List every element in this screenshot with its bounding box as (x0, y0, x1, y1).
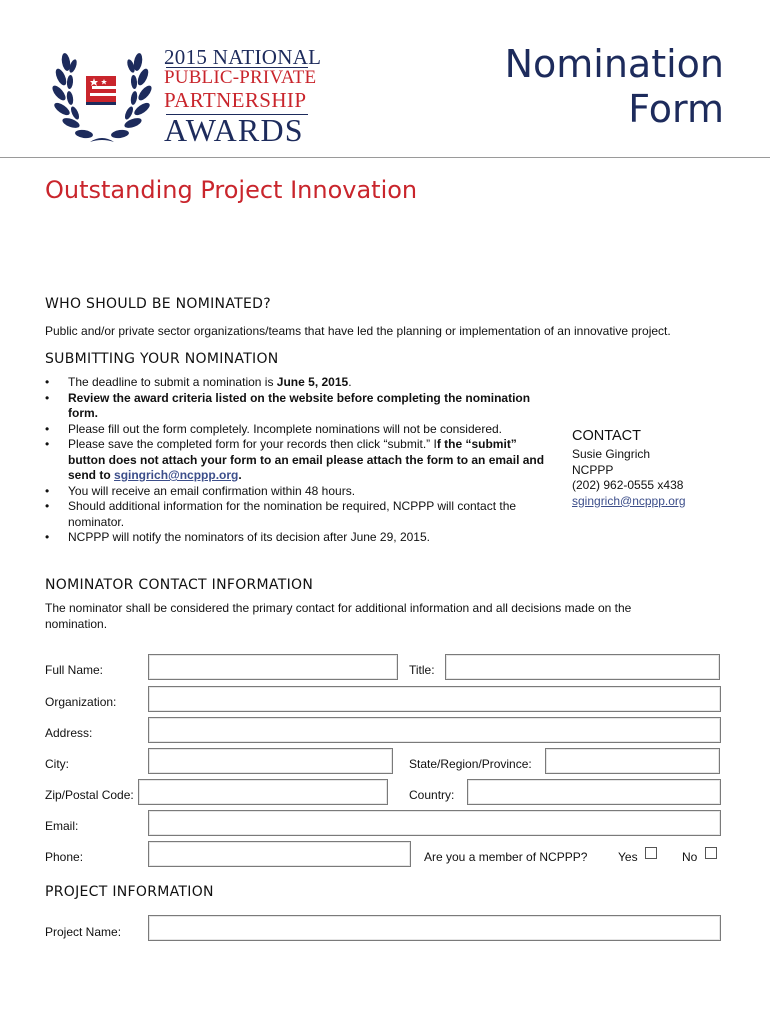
header-divider (0, 157, 770, 158)
city-label: City: (45, 757, 69, 771)
list-item: • The deadline to submit a nomination is June 5, 2015. (45, 375, 555, 391)
contact-heading: CONTACT (572, 428, 642, 444)
address-field[interactable] (148, 717, 721, 743)
phone-field[interactable] (148, 841, 411, 867)
nominator-heading: NOMINATOR CONTACT INFORMATION (45, 577, 314, 593)
member-question-label: Are you a member of NCPPP? (424, 850, 588, 864)
laurel-wreath-icon (46, 42, 158, 154)
member-yes-checkbox[interactable] (645, 847, 657, 859)
member-yes-label: Yes (618, 850, 638, 864)
contact-name: Susie Gingrich (572, 447, 651, 461)
member-no-checkbox[interactable] (705, 847, 717, 859)
page-title (464, 42, 724, 132)
organization-label: Organization: (45, 695, 117, 709)
contact-email-link[interactable]: sgingrich@ncppp.org (572, 493, 686, 508)
project-name-field[interactable] (148, 915, 721, 941)
full-name-field[interactable] (148, 654, 398, 680)
zip-label: Zip/Postal Code: (45, 788, 134, 802)
full-name-label: Full Name: (45, 663, 104, 677)
submitting-heading: SUBMITTING YOUR NOMINATION (45, 351, 279, 367)
list-item: • Should additional information for the nomination be required, NCPPP will contact the nominator. (45, 499, 555, 530)
nominator-description: The nominator shall be considered the primary contact for additional information and all decisions made on the nomination. (45, 601, 632, 631)
title-field[interactable] (445, 654, 720, 680)
logo-awards-text: AWARDS (164, 112, 304, 148)
address-label: Address: (45, 726, 93, 740)
zip-field[interactable] (138, 779, 388, 805)
email-label: Email: (45, 819, 79, 833)
project-name-label: Project Name: (45, 925, 122, 939)
list-item: • Please fill out the form completely. Incomplete nominations will not be considered. (45, 422, 555, 438)
page-title-line2: Form (628, 87, 724, 131)
list-item: • You will receive an email confirmation within 48 hours. (45, 484, 555, 500)
title-label: Title: (409, 663, 435, 677)
contact-block (572, 428, 742, 509)
submit-email-link[interactable]: sgingrich@ncppp.org (114, 468, 239, 482)
contact-phone: (202) 962-0555 x438 (572, 478, 684, 492)
list-item: • Review the award criteria listed on the website before completing the nomination form. (45, 391, 555, 422)
member-no-label: No (682, 850, 698, 864)
submission-instructions-list (45, 375, 555, 546)
logo-year-text: 2015 NATIONAL (164, 45, 322, 69)
project-heading: PROJECT INFORMATION (45, 884, 214, 900)
page-title-line1: Nomination (504, 42, 724, 86)
country-field[interactable] (467, 779, 721, 805)
state-label: State/Region/Province: (409, 757, 532, 771)
who-description: Public and/or private sector organizations/teams that have led the planning or implementation of an innovative project. (45, 324, 671, 338)
city-field[interactable] (148, 748, 393, 774)
award-category-title: Outstanding Project Innovation (45, 176, 418, 204)
email-field[interactable] (148, 810, 721, 836)
logo-public-private-text: PUBLIC-PRIVATE (164, 67, 317, 88)
who-heading: WHO SHOULD BE NOMINATED? (45, 296, 271, 312)
list-item: • NCPPP will notify the nominators of its decision after June 29, 2015. (45, 530, 555, 546)
phone-label: Phone: (45, 850, 84, 864)
logo-partnership-text: PARTNERSHIP (164, 88, 307, 112)
awards-logo (46, 42, 322, 154)
state-field[interactable] (545, 748, 720, 774)
organization-field[interactable] (148, 686, 721, 712)
contact-organization: NCPPP (572, 462, 614, 477)
list-item: • Please save the completed form for your records then click “submit.” If the “submit” button does not attach your form to an email please attach the form to an email and send to sgingrich@ncppp.org. (45, 437, 555, 484)
country-label: Country: (409, 788, 455, 802)
